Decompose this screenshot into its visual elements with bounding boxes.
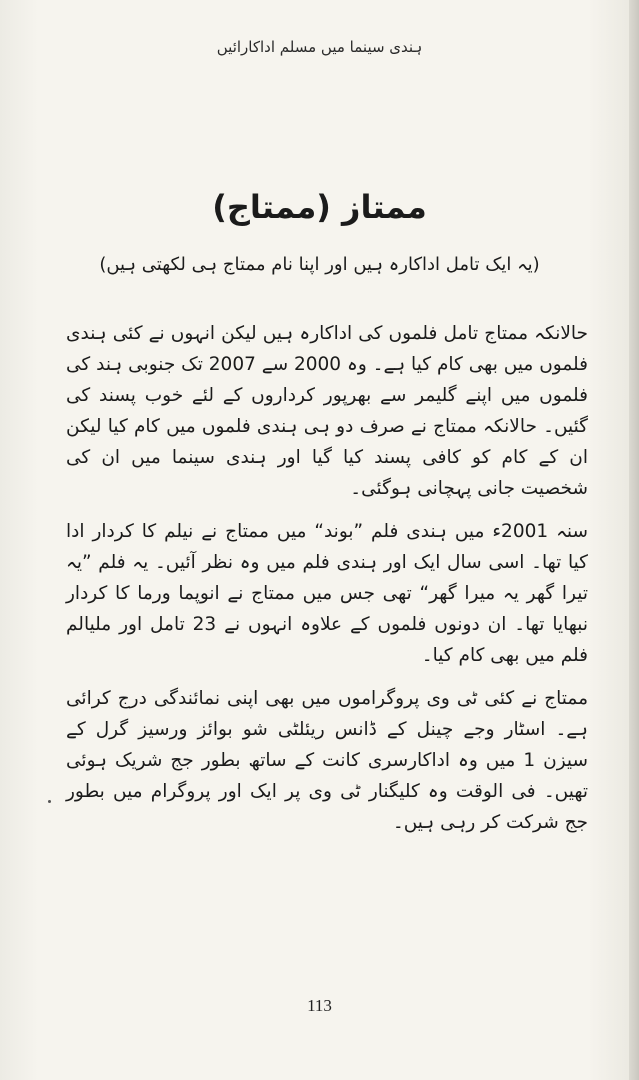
body-text <box>66 318 588 850</box>
paragraph: حالانکہ ممتاج تامل فلموں کی اداکارہ ہیں لیکن انہوں نے کئی ہندی فلموں میں بھی کام کیا ہے۔ وہ 2000 سے 2007 تک جنوبی ہند کی فلموں میں اپنے گلیمر سے بھرپور کرداروں کے لئے خوب پسند کی گئیں۔ حالانکہ ممتاج نے صرف دو ہی ہندی فلموں میں کام کیا لیکن ان کے کام کو کافی پسند کیا گیا اور ہندی سینما میں ان کی شخصیت جانی پہچانی ہوگئی۔ <box>66 323 589 499</box>
page-number: 113 <box>307 996 332 1015</box>
paragraph: ممتاج نے کئی ٹی وی پروگراموں میں بھی اپنی نمائندگی درج کرائی ہے۔ اسٹار وجے چینل کے ڈانس ریئلٹی شو بوائز ورسیز گرل کے سیزن 1 میں وہ اداکارسری کانت کے ساتھ بطور جج شریک ہوئی تھیں۔ فی الوقت وہ کلیگنار ٹی وی پر ایک اور پروگرام میں بطور جج شرکت کر رہی ہیں۔ <box>66 688 588 833</box>
page-edge <box>629 0 639 1080</box>
chapter-subtitle: (یہ ایک تامل اداکارہ ہیں اور اپنا نام ممتاج ہی لکھتی ہیں) <box>99 254 540 275</box>
chapter-title: ممتاز (ممتاج) <box>212 188 427 226</box>
running-head: ہندی سینما میں مسلم اداکارائیں <box>216 38 423 56</box>
print-speck <box>48 800 51 803</box>
paragraph: سنہ 2001ء میں ہندی فلم ”بوند“ میں ممتاج نے نیلم کا کردار ادا کیا تھا۔ اسی سال ایک اور ہندی فلم میں وہ نظر آئیں۔ یہ فلم ”یہ تیرا گھر یہ میرا گھر“ تھی جس میں ممتاج نے انوپما ورما کا کردار نبھایا تھا۔ ان دونوں فلموں کے علاوہ انہوں نے 23 تامل اور ملیالم فلم میں بھی کام کیا۔ <box>66 521 589 666</box>
